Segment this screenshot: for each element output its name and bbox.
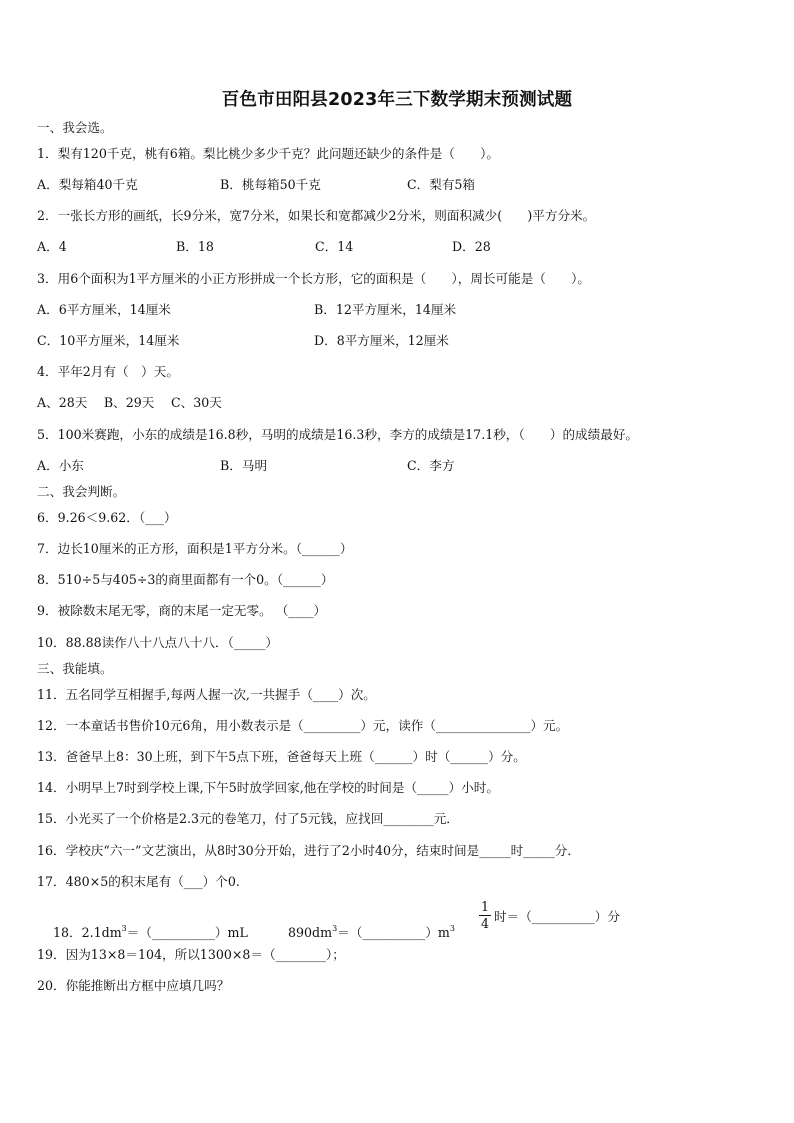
q2-option-c: C．14 xyxy=(315,239,354,254)
question-15: 15．小光买了一个价格是2.3元的卷笔刀，付了5元钱，应找回________元． xyxy=(37,811,459,826)
question-19: 19．因为13×8＝104，所以1300×8＝（________）； xyxy=(37,947,345,962)
question-1: 1．梨有120千克，桃有6箱。梨比桃少多少千克？此问题还缺少的条件是（ ）。 xyxy=(37,146,499,161)
q18-part2-suffix: ＝（__________）m xyxy=(337,925,450,940)
question-5: 5．100米赛跑，小东的成绩是16.8秒，马明的成绩是16.3秒，李方的成绩是17.1秒，（ ）的成绩最好。 xyxy=(37,427,639,442)
q18-part1-suffix: ＝（__________）mL xyxy=(126,925,248,940)
q5-option-b: B．马明 xyxy=(220,458,268,473)
q18-sup-1: 3 xyxy=(121,924,127,933)
section-heading-fill: 三、我能填。 xyxy=(37,661,113,676)
question-6: 6．9.26＜9.62．（___） xyxy=(37,510,177,525)
q1-option-a: A．梨每箱40千克 xyxy=(37,177,138,192)
q5-option-c: C．李方 xyxy=(407,458,455,473)
q18-part2-prefix: 890dm xyxy=(288,925,333,940)
q3-option-b: B．12平方厘米，14厘米 xyxy=(314,302,457,317)
question-4: 4．平年2月有（ ）天。 xyxy=(37,364,179,379)
q18-sup-2: 3 xyxy=(332,924,338,933)
q4-options: A、28天 B、29天 C、30天 xyxy=(37,395,222,410)
question-20: 20．你能推断出方框中应填几吗？ xyxy=(37,978,230,993)
q3-option-c: C．10平方厘米，14厘米 xyxy=(37,333,180,348)
q18-sup-3: 3 xyxy=(449,924,455,933)
q18-part3: 时＝（__________）分 xyxy=(494,909,620,924)
question-2: 2．一张长方形的画纸，长9分米，宽7分米，如果长和宽都减少2分米，则面积减少( )平方分米。 xyxy=(37,208,596,223)
q1-option-c: C．梨有5箱 xyxy=(407,177,476,192)
question-10: 10．88.88读作八十八点八十八．（_____） xyxy=(37,635,278,650)
question-11: 11．五名同学互相握手,每两人握一次,一共握手（____）次。 xyxy=(37,687,376,702)
q2-option-a: A．4 xyxy=(37,239,67,254)
page-title: 百色市田阳县2023年三下数学期末预测试题 xyxy=(221,90,573,110)
section-heading-choose: 一、我会选。 xyxy=(37,120,113,135)
question-17: 17．480×5的积末尾有（___）个0. xyxy=(37,874,240,889)
q5-option-a: A．小东 xyxy=(37,458,84,473)
q3-option-a: A．6平方厘米，14厘米 xyxy=(37,302,171,317)
question-16: 16．学校庆“六一”文艺演出，从8时30分开始，进行了2小时40分，结束时间是_____时_____分． xyxy=(37,843,580,858)
question-14: 14．小明早上7时到学校上课,下午5时放学回家,他在学校的时间是（_____）小时。 xyxy=(37,780,499,795)
question-7: 7．边长10厘米的正方形，面积是1平方分米。（______） xyxy=(37,541,353,556)
section-heading-judge: 二、我会判断。 xyxy=(37,484,126,499)
question-12: 12．一本童话书售价10元6角，用小数表示是（_________）元，读作（_______________）元。 xyxy=(37,718,569,733)
q2-option-d: D．28 xyxy=(452,239,491,254)
q18-part1-prefix: 18．2.1dm xyxy=(53,925,122,940)
q18-fraction xyxy=(479,900,491,931)
question-9: 9．被除数末尾无零，商的末尾一定无零。 （____） xyxy=(37,603,327,618)
q3-option-d: D．8平方厘米，12厘米 xyxy=(314,333,449,348)
q18-frac-numerator: 1 xyxy=(480,899,489,914)
question-13: 13．爸爸早上8：30上班，到下午5点下班，爸爸每天上班（______）时（______）分。 xyxy=(37,749,526,764)
question-3: 3．用6个面积为1平方厘米的小正方形拼成一个长方形，它的面积是（ ），周长可能是（ ）。 xyxy=(37,271,590,286)
question-8: 8．510÷5与405÷3的商里面都有一个0。（______） xyxy=(37,572,334,587)
q1-option-b: B．桃每箱50千克 xyxy=(220,177,321,192)
q18-frac-denominator: 4 xyxy=(480,916,489,931)
q2-option-b: B．18 xyxy=(176,239,214,254)
